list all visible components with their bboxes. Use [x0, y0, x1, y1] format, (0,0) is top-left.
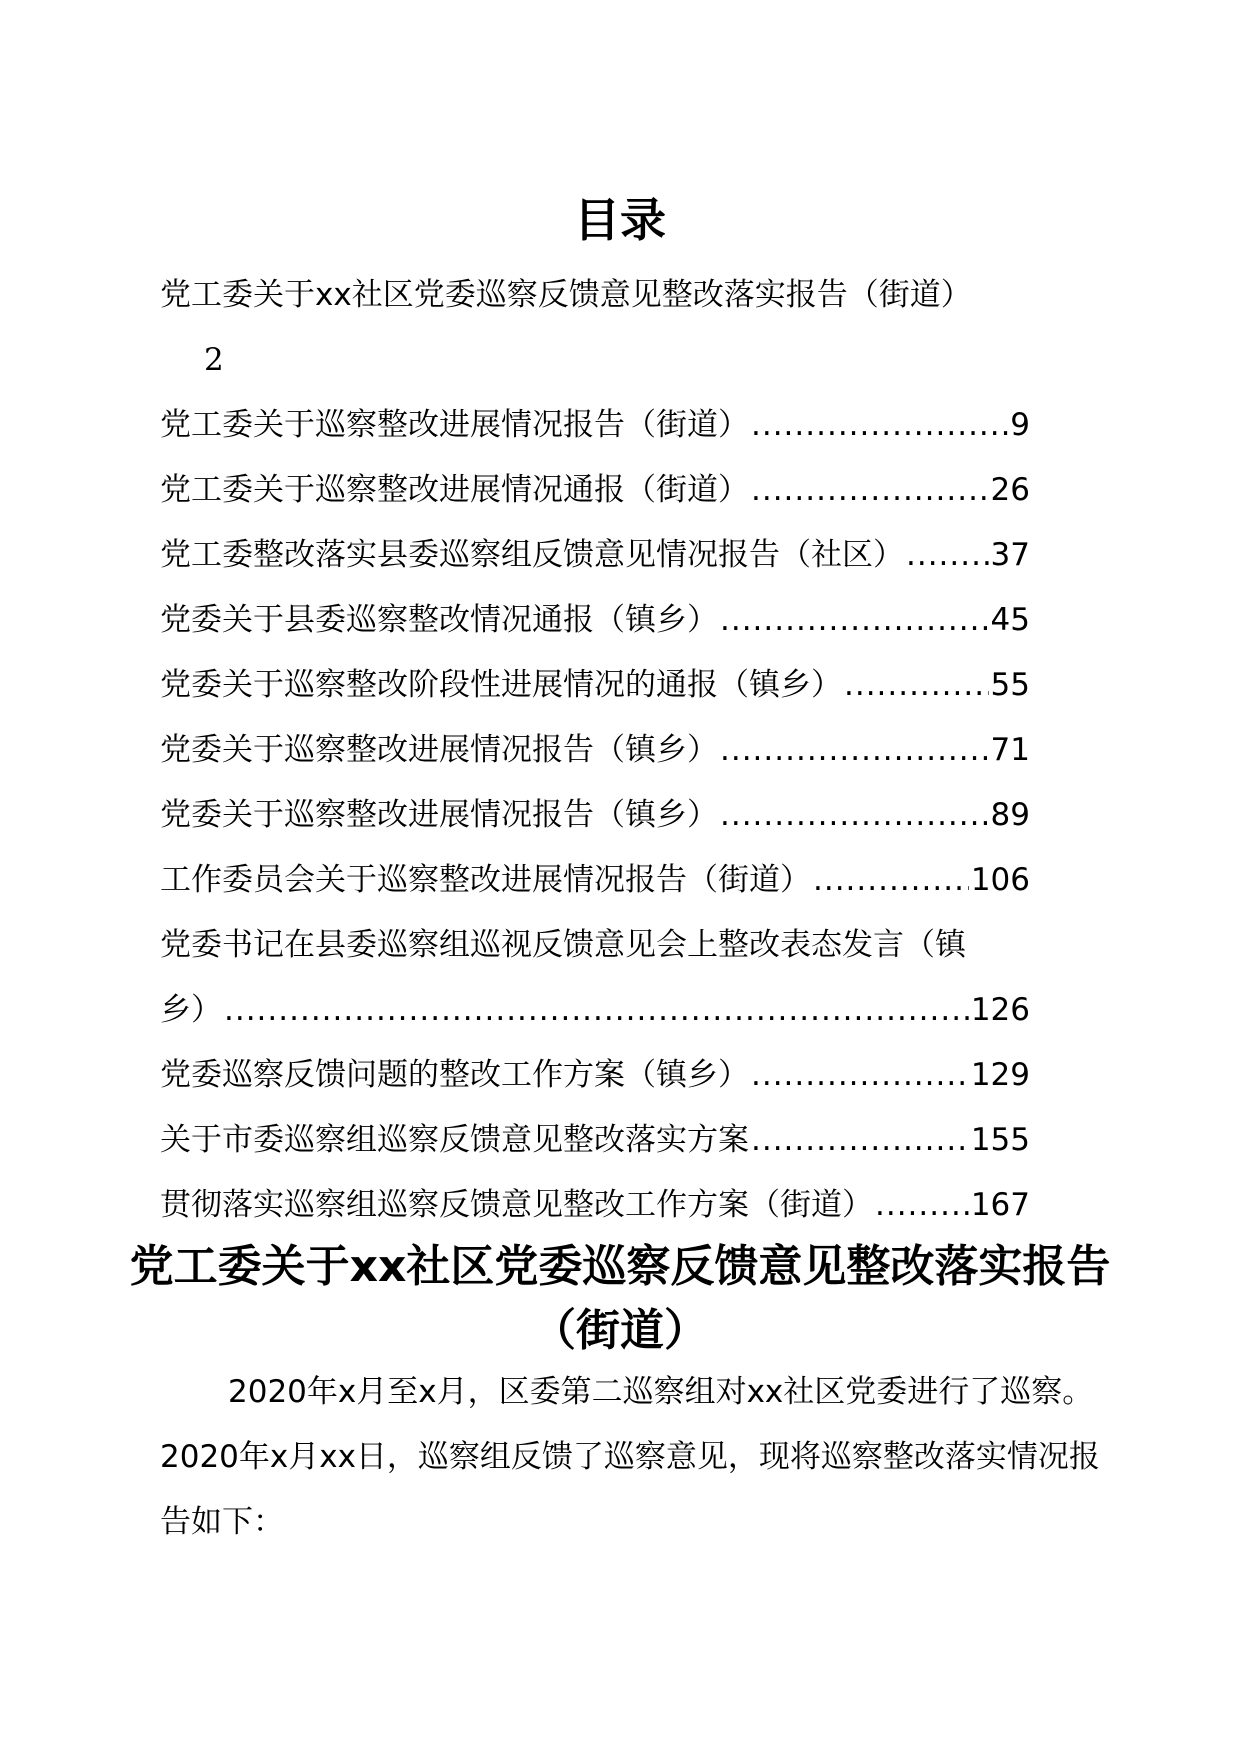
toc-entry-title: 贯彻落实巡察组巡察反馈意见整改工作方案（街道）	[160, 1187, 873, 1223]
toc-leader-dots	[906, 523, 989, 588]
toc-entry-continuation[interactable]	[160, 978, 1030, 1043]
toc-entry-title: 工作委员会关于巡察整改进展情况报告（街道）	[160, 862, 811, 898]
toc-leader-dots	[720, 588, 989, 653]
toc-entry-title: 关于市委巡察组巡察反馈意见整改落实方案	[160, 1122, 749, 1158]
toc-entry-page: 9	[1010, 407, 1030, 443]
table-of-contents	[160, 263, 1030, 1238]
toc-entry[interactable]	[160, 588, 1030, 653]
toc-entry-title: 党工委关于巡察整改进展情况通报（街道）	[160, 472, 749, 508]
toc-leader-dots	[844, 653, 989, 718]
toc-entry-title: 乡）	[160, 992, 222, 1028]
toc-entry-title: 党工委关于巡察整改进展情况报告（街道）	[160, 407, 749, 443]
toc-entry-title: 党委关于县委巡察整改情况通报（镇乡）	[160, 602, 718, 638]
toc-entry[interactable]	[160, 523, 1030, 588]
toc-entry-title: 党委关于巡察整改阶段性进展情况的通报（镇乡）	[160, 667, 842, 703]
toc-entry-page: 37	[990, 537, 1030, 573]
toc-leader-dots	[720, 783, 989, 848]
toc-entry-title: 党工委整改落实县委巡察组反馈意见情况报告（社区）	[160, 537, 904, 573]
toc-entry-page: 155	[970, 1122, 1030, 1158]
toc-entry[interactable]	[160, 718, 1030, 783]
toc-entry-page: 45	[990, 602, 1030, 638]
toc-leader-dots	[751, 458, 989, 523]
toc-entry-page: 129	[970, 1057, 1030, 1093]
toc-entry[interactable]	[160, 783, 1030, 848]
toc-entry-page: 126	[970, 992, 1030, 1028]
toc-entry-page: 55	[990, 667, 1030, 703]
toc-entry-page: 71	[990, 732, 1030, 768]
document-title: 党工委关于xx社区党委巡察反馈意见整改落实报告（街道）	[129, 1241, 1111, 1356]
toc-leader-dots	[751, 393, 1008, 458]
toc-entry[interactable]	[160, 1108, 1030, 1173]
toc-leader-dots	[751, 1108, 969, 1173]
toc-leader-dots	[875, 1173, 969, 1238]
toc-entry[interactable]	[160, 653, 1030, 718]
toc-entry-page: 26	[990, 472, 1030, 508]
toc-leader-dots	[720, 718, 989, 783]
toc-entry-page: 2	[204, 342, 224, 378]
toc-entry-page: 89	[990, 797, 1030, 833]
toc-entry[interactable]	[160, 458, 1030, 523]
toc-title: 目录	[574, 193, 666, 247]
toc-entry[interactable]	[160, 263, 1030, 328]
toc-entry[interactable]	[160, 1173, 1030, 1238]
toc-entry-page: 106	[970, 862, 1030, 898]
toc-entry-title: 党委关于巡察整改进展情况报告（镇乡）	[160, 732, 718, 768]
toc-entry[interactable]	[160, 1043, 1030, 1108]
toc-entry[interactable]	[160, 848, 1030, 913]
toc-leader-dots	[224, 978, 969, 1043]
toc-leader-dots	[813, 848, 969, 913]
toc-entry-title: 党工委关于xx社区党委巡察反馈意见整改落实报告（街道）	[160, 277, 972, 313]
toc-entry-page: 167	[970, 1187, 1030, 1223]
toc-leader-dots	[751, 1043, 969, 1108]
toc-entry[interactable]	[160, 913, 1030, 978]
toc-entry-title: 党委关于巡察整改进展情况报告（镇乡）	[160, 797, 718, 833]
toc-entry-title: 党委书记在县委巡察组巡视反馈意见会上整改表态发言（镇	[160, 927, 966, 963]
toc-entry-title: 党委巡察反馈问题的整改工作方案（镇乡）	[160, 1057, 749, 1093]
toc-entry[interactable]	[160, 393, 1030, 458]
body-paragraph: 2020年x月至x月，区委第二巡察组对xx社区党委进行了巡察。2020年x月xx日，巡察组反馈了巡察意见，现将巡察整改落实情况报告如下：	[160, 1374, 1100, 1540]
